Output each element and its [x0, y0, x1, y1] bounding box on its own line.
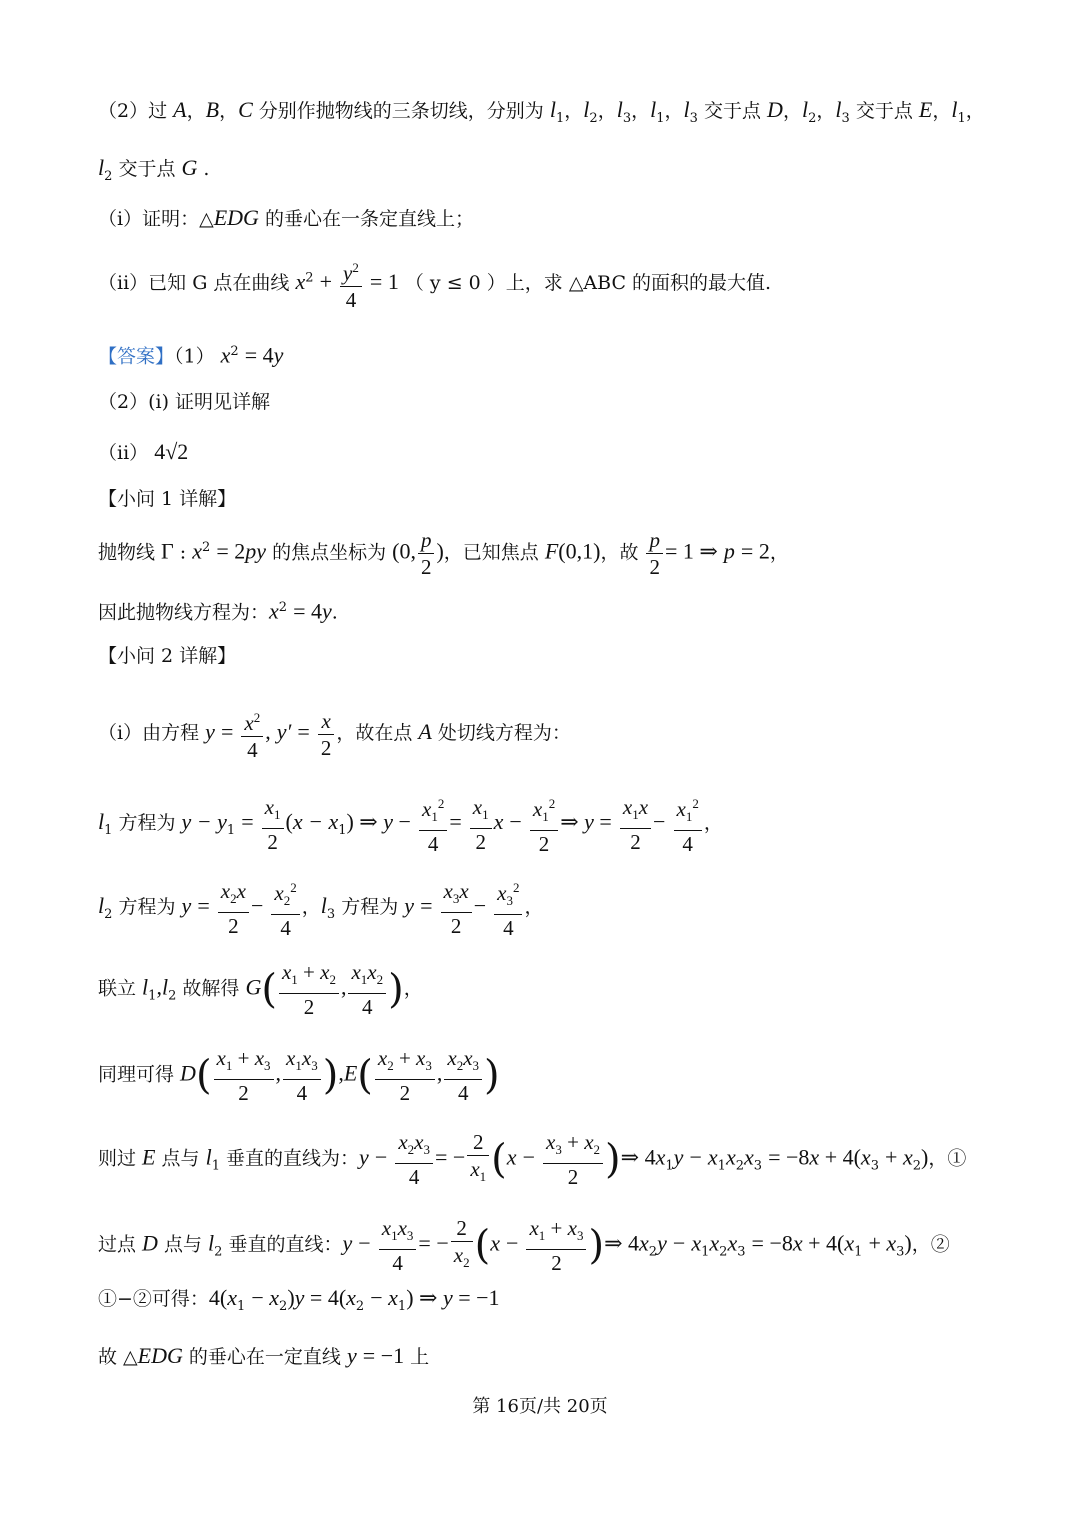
- sub2-line1: （i）由方程 y = $\frac{x^2}{4}$ , y′ = $\frac{x}{2}$ ，故在点 A 处切线方程为：: [98, 706, 571, 762]
- sub1-line2: 因此抛物线方程为：$x^2 = 4y$.: [98, 598, 338, 624]
- answer-label: 【答案】: [98, 345, 175, 368]
- answer-item1: 【答案】（1） $x^2 = 4y$: [98, 342, 284, 368]
- sub2-line6: 则过 E 点与 $l_1$ 垂直的直线为：y − $\frac{x_2x_3}{4}$ = − $\frac{2}{x_1}$ (x − $\frac{x_3 + x_2}{2}$ )⇒ $4x_1y - x_1x_2x_3 = -8x + 4(x_3 + x_2)$，①: [98, 1130, 967, 1190]
- page-footer: 第 16页/共 20页: [472, 1396, 608, 1417]
- sub1-line1: 抛物线 Γ : $x^2 = 2py$ 的焦点坐标为 (0, $\frac{p}{2}$ )，已知焦点 F(0,1)，故 $\frac{p}{2}$ = 1 ⇒ p = 2，: [98, 528, 789, 579]
- sub2-line8: ①−②可得：$4(x_1 - x_2)y = 4(x_2 - x_1)$ ⇒ y = −1: [98, 1285, 500, 1314]
- q2-part-ii: （ii）已知 G 点在曲线 $x^2$ + $\frac{y^2}{4}$ = 1 （ y ≤ 0 ）上，求 △ABC 的面积的最大值.: [98, 256, 771, 312]
- sub2-line2: $l_1$ 方程为 $y - y_1$ = $\frac{x_1}{2}$ $(x - x_1)$ ⇒ y − $\frac{x_1^2}{4}$ = $\frac{x_1}{2}$ x − $\frac{x_1^2}{2}$ ⇒ y = $\frac{x_1x}{2}$ − $\frac{x_1^2}{4}$ ，: [98, 792, 723, 856]
- q2-part-i: （i）证明：△EDG 的垂心在一条定直线上；: [98, 205, 474, 230]
- q2-intro-line2: $l_2$ 交于点 G .: [98, 155, 210, 184]
- q2-intro-line1: （2）过 A，B，C 分别作抛物线的三条切线，分别为 $l_1$，$l_2$，$l_3$，$l_1$，$l_3$ 交于点 D，$l_2$，$l_3$ 交于点 E，$l_1$，: [98, 97, 985, 126]
- sub2-line9: 故 △EDG 的垂心在一定直线 y = −1 上: [98, 1343, 430, 1368]
- answer-item3: （ii） 4√2: [98, 439, 189, 464]
- sub2-line3: $l_2$ 方程为 y = $\frac{x_2x}{2}$ − $\frac{x_2^2}{4}$ ，$l_3$ 方程为 y = $\frac{x_3x}{2}$ − $\frac{x_3^2}{4}$ ，: [98, 876, 544, 940]
- sub2-line7: 过点 D 点与 $l_2$ 垂直的直线：y − $\frac{x_1x_3}{4}$ = − $\frac{2}{x_2}$ (x − $\frac{x_1 + x_3}{2}$ )⇒ $4x_2y - x_1x_2x_3 = -8x + 4(x_1 + x_3)$，②: [98, 1216, 950, 1276]
- sub1-heading: 【小问 1 详解】: [98, 488, 237, 510]
- sub2-line5: 同理可得 D( $\frac{x_1 + x_3}{2}$ , $\frac{x_1x_3}{4}$ ),E( $\frac{x_2 + x_3}{2}$ , $\frac{x_2x_3}{4}$ ): [98, 1046, 500, 1106]
- answer-item2: （2）(i) 证明见详解: [98, 391, 271, 413]
- sub2-line4: 联立 $l_1,l_2$ 故解得 G( $\frac{x_1 + x_2}{2}$ , $\frac{x_1x_2}{4}$ )，: [98, 960, 423, 1020]
- sub2-heading: 【小问 2 详解】: [98, 645, 237, 667]
